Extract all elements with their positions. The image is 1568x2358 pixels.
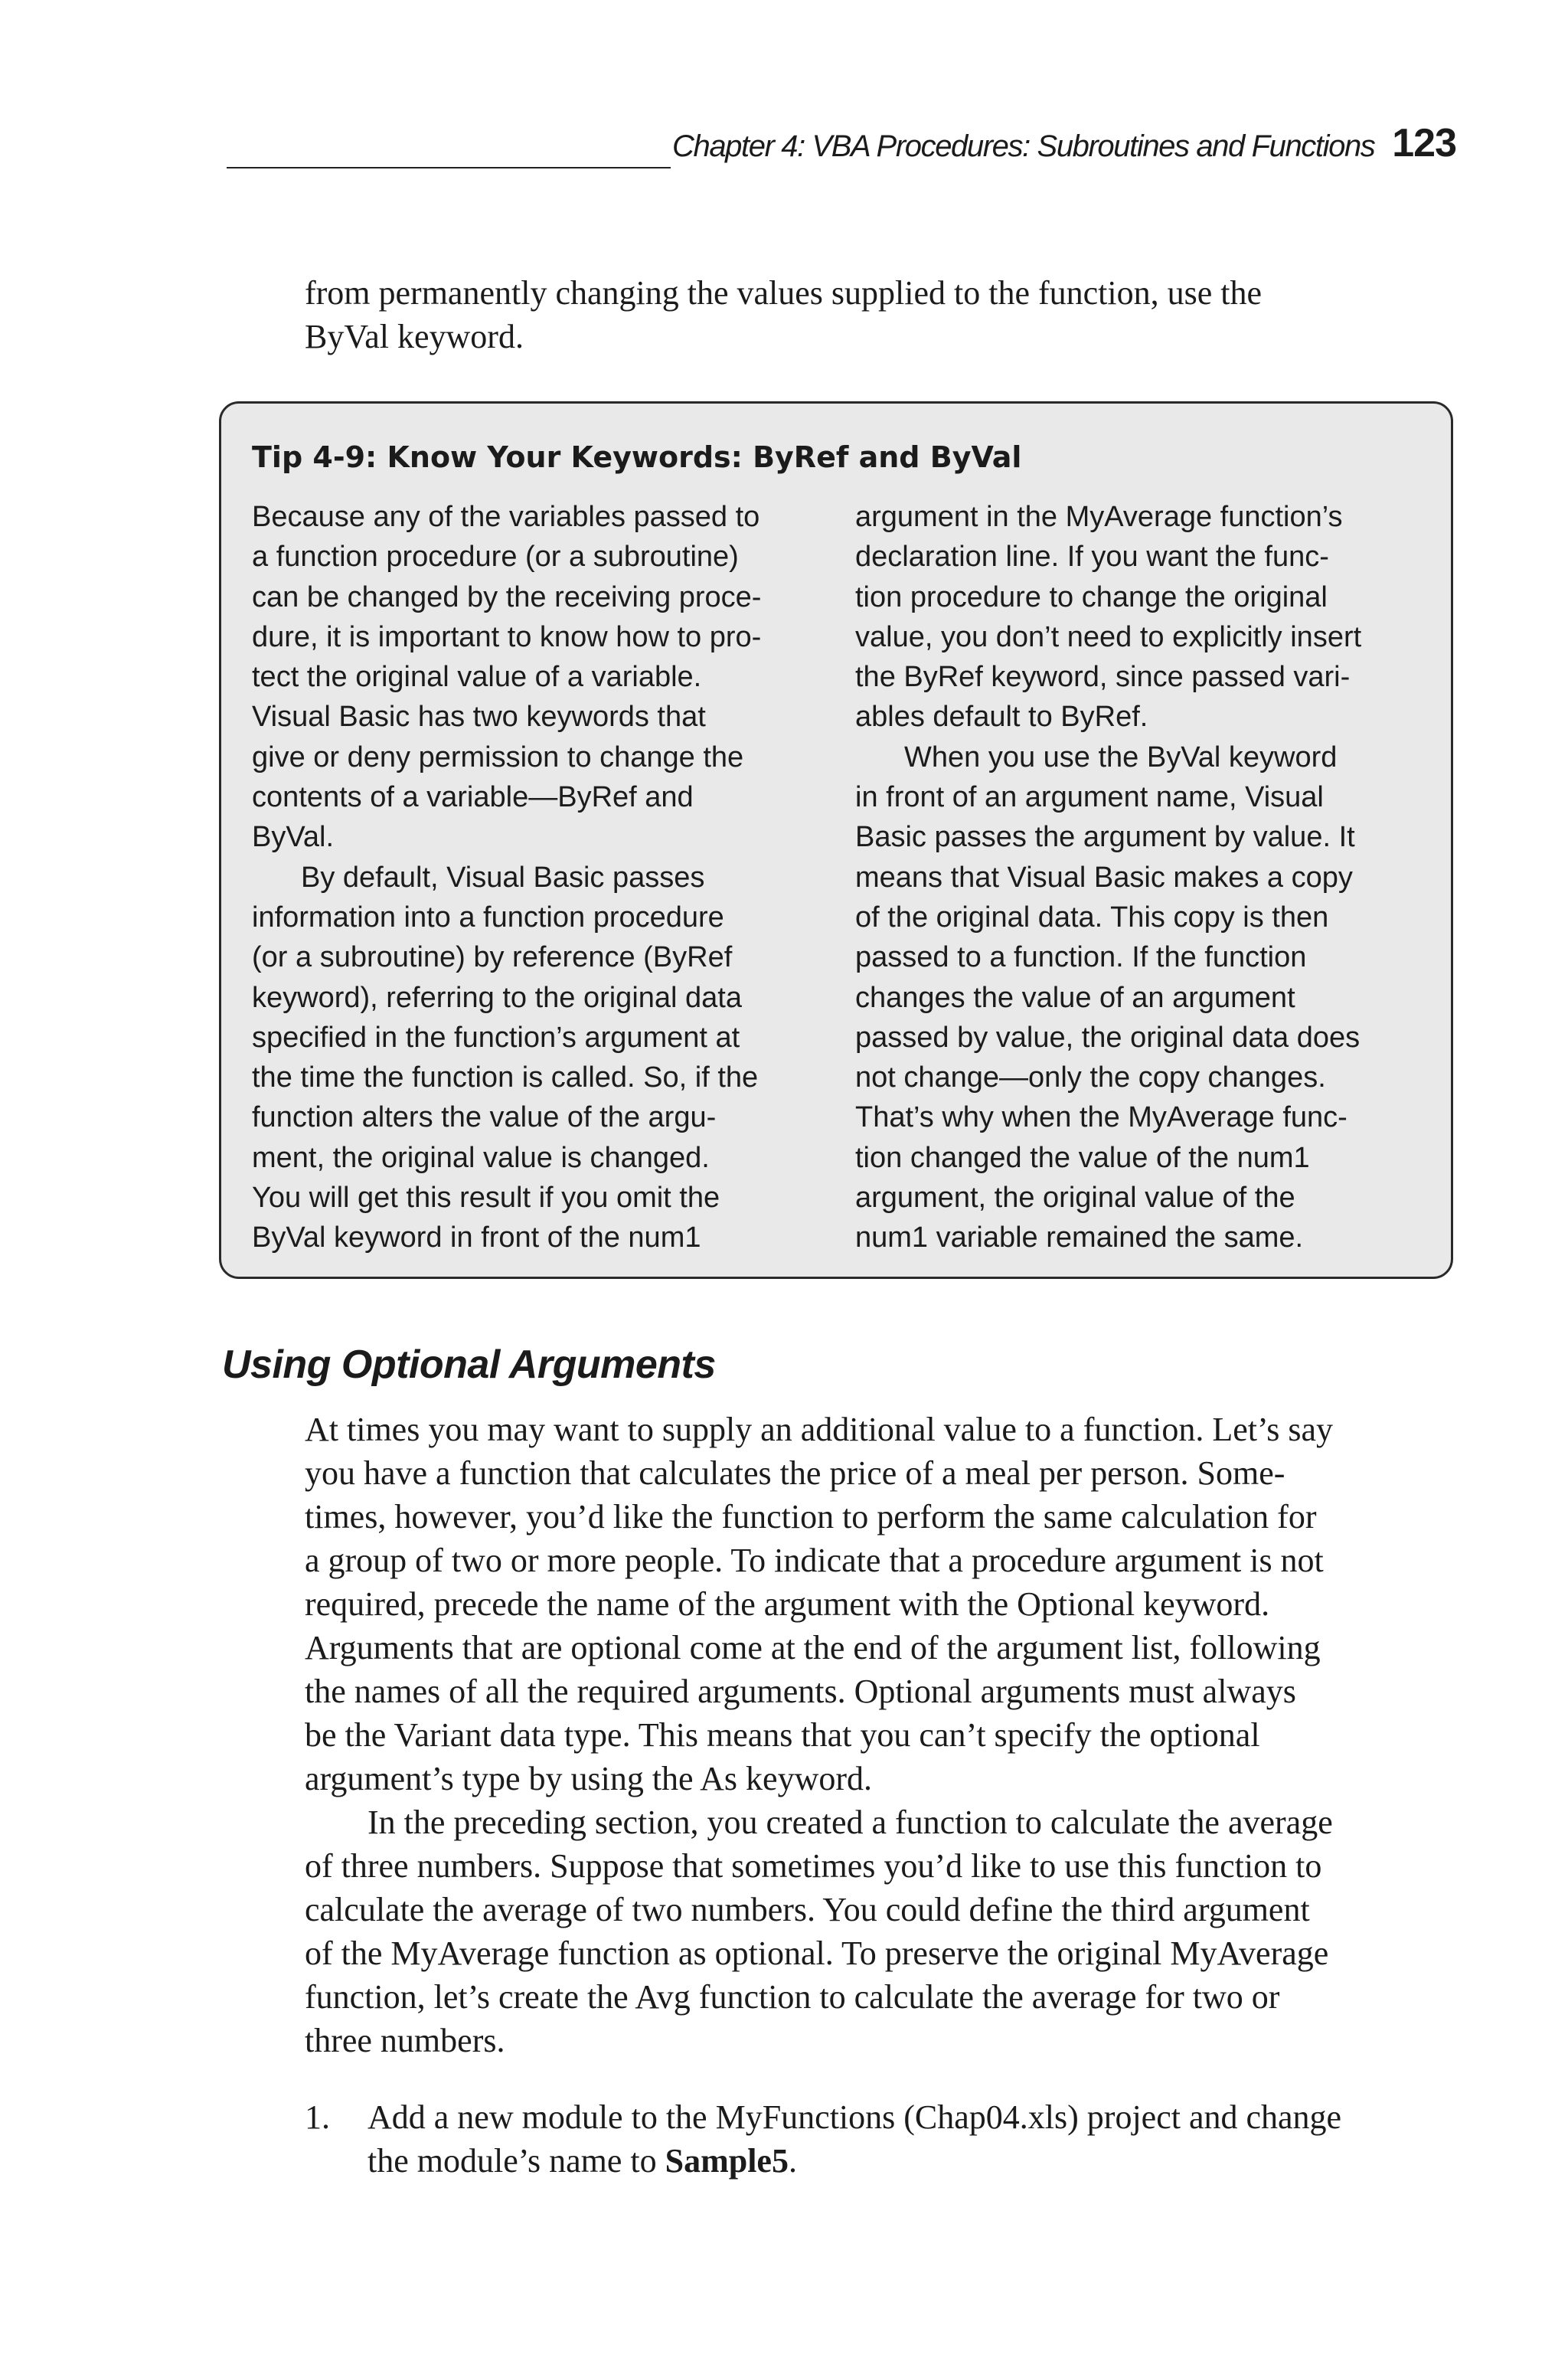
- text-line: of three numbers. Suppose that sometimes you’d like to use this function to: [305, 1847, 1322, 1885]
- tip-box: [219, 401, 1453, 1279]
- text-line: required, precede the name of the argument with the Optional keyword.: [305, 1585, 1270, 1623]
- text-line: In the preceding section, you created a function to calculate the average: [368, 1804, 1333, 1841]
- body-paragraph: [305, 1408, 1461, 1800]
- running-header: [227, 121, 1456, 169]
- step-number: 1.: [305, 2098, 330, 2136]
- text-line: means that Visual Basic makes a copy: [855, 861, 1353, 894]
- text-line: calculate the average of two numbers. You could define the third argument: [305, 1891, 1310, 1928]
- page-number: 123: [1392, 121, 1456, 165]
- tip-right-column: [855, 497, 1460, 1258]
- text-line: passed by value, the original data does: [855, 1021, 1361, 1054]
- chapter-title: Chapter 4: VBA Procedures: Subroutines and Functions: [672, 129, 1375, 163]
- step-text: [368, 2095, 1462, 2183]
- tip-paragraph: [252, 497, 857, 858]
- text-line: ByVal keyword.: [305, 318, 524, 355]
- text-line: tect the original value of a variable.: [252, 661, 702, 694]
- section-heading: Using Optional Arguments: [222, 1343, 716, 1387]
- text-line: ByVal.: [252, 821, 335, 854]
- text-line: [368, 2139, 1462, 2183]
- text-line: function alters the value of the argu-: [252, 1101, 717, 1134]
- module-name: Sample5: [665, 2142, 789, 2180]
- text-line: from permanently changing the values supplied to the function, use the: [305, 274, 1263, 312]
- text-line: dure, it is important to know how to pro-: [252, 620, 762, 653]
- text-line: a function procedure (or a subroutine): [252, 541, 739, 574]
- text-line: Because any of the variables passed to: [252, 501, 760, 533]
- tip-paragraph: [855, 737, 1460, 1258]
- intro-paragraph: [305, 271, 1453, 358]
- text-line: At times you may want to supply an additional value to a function. Let’s say: [305, 1411, 1333, 1448]
- body-paragraph: [305, 1800, 1461, 2062]
- tip-paragraph: [855, 497, 1460, 737]
- text-line: num1 variable remained the same.: [855, 1222, 1304, 1254]
- tip-left-column: [252, 497, 857, 1258]
- text-line: Visual Basic has two keywords that: [252, 701, 706, 734]
- text-line: three numbers.: [305, 2022, 505, 2059]
- tip-paragraph: [252, 858, 857, 1258]
- text-line: of the original data. This copy is then: [855, 901, 1329, 934]
- text-line: specified in the function’s argument at: [252, 1021, 740, 1054]
- text-line: not change—only the copy changes.: [855, 1061, 1326, 1094]
- tip-title: Tip 4-9: Know Your Keywords: ByRef and ByVal: [252, 440, 1022, 474]
- header-rule: [227, 167, 671, 168]
- text-line: value, you don’t need to explicitly insert: [855, 620, 1362, 653]
- text-line: contents of a variable—ByRef and: [252, 781, 694, 814]
- text-line: ByVal keyword in front of the num1: [252, 1222, 701, 1254]
- step-text-prefix: the module’s name to: [368, 2142, 665, 2180]
- text-line: argument in the MyAverage function’s: [855, 501, 1343, 533]
- text-line: information into a function procedure: [252, 901, 724, 934]
- text-line: tion changed the value of the num1: [855, 1141, 1310, 1174]
- text-line: a group of two or more people. To indicate that a procedure argument is not: [305, 1542, 1324, 1579]
- text-line: of the MyAverage function as optional. To preserve the original MyAverage: [305, 1934, 1329, 1972]
- text-line: you have a function that calculates the price of a meal per person. Some-: [305, 1454, 1285, 1492]
- text-line: can be changed by the receiving proce-: [252, 581, 762, 613]
- text-line: When you use the ByVal keyword: [904, 741, 1338, 773]
- text-line: declaration line. If you want the func-: [855, 541, 1329, 574]
- text-line: tion procedure to change the original: [855, 581, 1328, 613]
- section-body: [305, 1408, 1461, 2062]
- text-line: ables default to ByRef.: [855, 701, 1148, 734]
- text-line: give or deny permission to change the: [252, 741, 744, 773]
- text-line: Arguments that are optional come at the end of the argument list, following: [305, 1629, 1321, 1666]
- text-line: passed to a function. If the function: [855, 941, 1307, 974]
- text-line: Basic passes the argument by value. It: [855, 821, 1355, 854]
- step-text-suffix: .: [788, 2142, 797, 2180]
- text-line: argument’s type by using the As keyword.: [305, 1760, 872, 1797]
- text-line: the names of all the required arguments. Optional arguments must always: [305, 1673, 1296, 1710]
- text-line: (or a subroutine) by reference (ByRef: [252, 941, 733, 974]
- text-line: By default, Visual Basic passes: [301, 861, 705, 894]
- text-line: argument, the original value of the: [855, 1182, 1295, 1215]
- text-line: That’s why when the MyAverage func-: [855, 1101, 1348, 1134]
- text-line: You will get this result if you omit the: [252, 1182, 720, 1215]
- text-line: in front of an argument name, Visual: [855, 781, 1324, 814]
- text-line: the time the function is called. So, if the: [252, 1061, 759, 1094]
- text-line: changes the value of an argument: [855, 981, 1295, 1014]
- text-line: Add a new module to the MyFunctions (Chap04.xls) project and change: [368, 2098, 1342, 2136]
- text-line: function, let’s create the Avg function to calculate the average for two or: [305, 1978, 1280, 2016]
- text-line: ment, the original value is changed.: [252, 1141, 710, 1174]
- text-line: times, however, you’d like the function to perform the same calculation for: [305, 1498, 1317, 1535]
- text-line: be the Variant data type. This means that you can’t specify the optional: [305, 1716, 1260, 1754]
- text-line: the ByRef keyword, since passed vari-: [855, 661, 1351, 694]
- text-line: keyword), referring to the original data: [252, 981, 742, 1014]
